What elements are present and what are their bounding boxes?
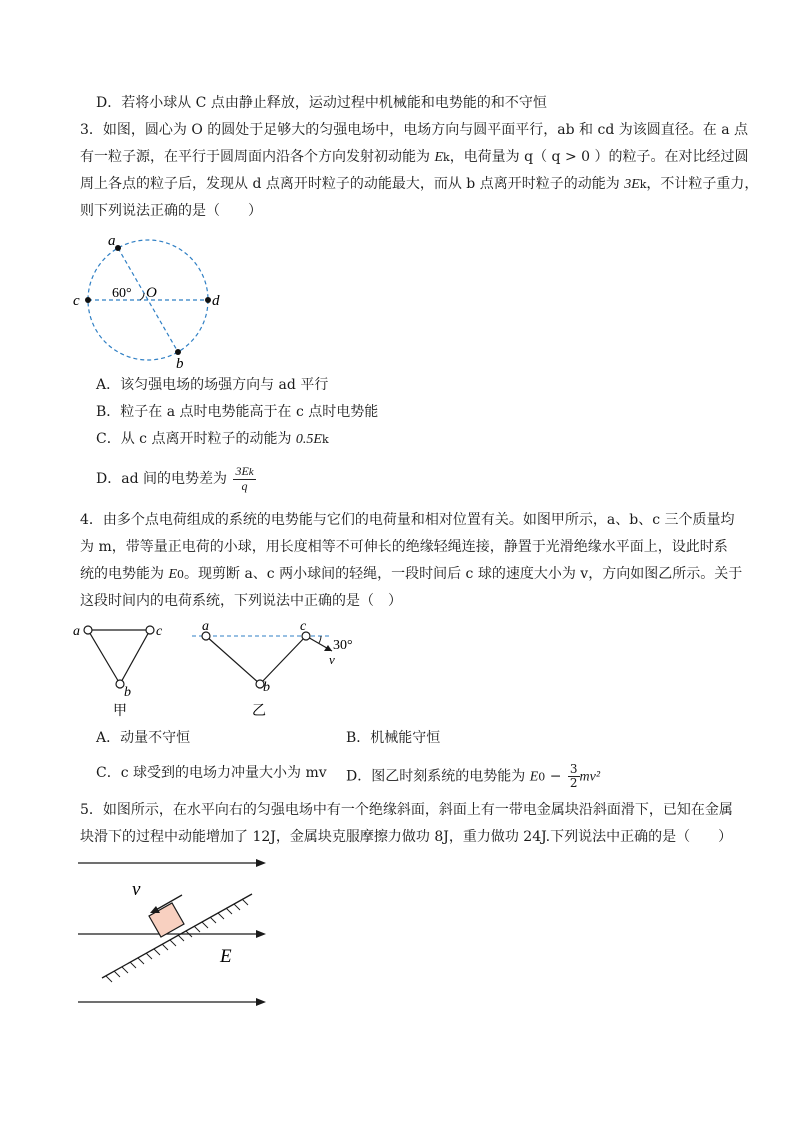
q3-option-d-fraction: $\frac{3Ek}{q}$ [235,464,254,493]
q3-angle-arc [140,293,144,300]
q3-circle-figure [70,232,230,372]
svg-text:c: c [156,624,163,639]
svg-text:30°: 30° [333,638,353,653]
q3-label-d: d [212,293,220,309]
q2-option-d: D．若将小球从 C 点由静止释放，运动过程中机械能和电势能的和不守恒 [96,95,547,111]
q5-label-v: v [132,879,141,900]
q3-option-a: A．该匀强电场的场强方向与 ad 平行 [96,377,329,393]
q3-option-c: C．从 c 点离开时粒子的动能为 0.5Ek [96,431,329,447]
q3-point-d [205,297,211,303]
q3-point-c [85,297,91,303]
q4-figure-yi [188,616,368,721]
q4-jia-ball-b [116,680,124,688]
q4-jia-ball-a [84,626,92,634]
q4-option-d-fraction: $\frac{3}{2}$ [569,762,578,790]
q3-option-b: B．粒子在 a 点时电势能高于在 c 点时电势能 [96,404,379,420]
svg-text:a: a [73,624,80,639]
q4-jia-ball-c [146,626,154,634]
q3-label-c: c [73,293,80,309]
q5-stem-line2: 块滑下的过程中动能增加了 12J，金属块克服摩擦力做功 8J，重力做功 24J.下列说法中正确的是（ ） [80,829,733,845]
q4-caption-yi: 乙 [252,704,266,719]
q3-label-O: O [146,285,157,301]
q5-label-E: E [220,946,232,967]
q4-stem-line1: 4．由多个点电荷组成的系统的电势能与它们的电荷量和相对位置有关。如图甲所示，a、b、c 三个质量均 [80,512,735,528]
q3-point-a [115,245,121,251]
q3-option-d: D．ad 间的电势差为 $\frac{3Ek}{q}$ [96,464,254,493]
q3-stem-line3: 周上各点的粒子后，发现从 d 点离开时粒子的动能最大，而从 b 点离开时粒子的动能为 3Ek，不计粒子重力， [80,176,759,192]
q4-option-c: C．c 球受到的电场力冲量大小为 mv [96,765,327,781]
q3-angle-label: 60° [112,286,132,301]
q3-stem-line1: 3．如图，圆心为 O 的圆处于足够大的匀强电场中，电场方向与圆平面平行，ab 和 cd 为该圆直径。在 a 点 [80,122,748,138]
svg-text:c: c [300,619,307,634]
q3-label-a: a [108,233,116,249]
q3-label-b: b [176,356,184,372]
q4-stem-line4: 这段时间内的电荷系统，下列说法中正确的是（ ） [80,593,402,609]
q5-incline-figure [70,850,280,1015]
q4-stem-line2: 为 m，带等量正电荷的小球，用长度相等不可伸长的绝缘轻绳连接，静置于光滑绝缘水平面上，设此时系 [80,539,728,555]
q3-point-b [175,349,181,355]
svg-text:b: b [124,685,131,700]
svg-text:a: a [202,619,209,634]
q4-figure-jia [70,616,170,721]
q3-stem-line4: 则下列说法正确的是（ ） [80,203,262,219]
q4-option-b: B．机械能守恒 [346,730,441,746]
svg-text:v: v [329,652,335,667]
q4-stem-line3: 统的电势能为 E0。现剪断 a、c 两小球间的轻绳，一段时间后 c 球的速度大小为 v，方向如图乙所示。关于 [80,566,743,582]
q4-option-d: D．图乙时刻系统的电势能为 E0 − $\frac{3}{2}$ mv² [346,762,601,790]
q4-option-a: A．动量不守恒 [96,730,191,746]
q5-stem-line1: 5．如图所示，在水平向右的匀强电场中有一个绝缘斜面，斜面上有一带电金属块沿斜面滑下，已知在金属 [80,802,733,818]
q3-stem-line2: 有一粒子源，在平行于圆周面内沿各个方向发射初动能为 Ek，电荷量为 q（ q > 0 ）的粒子。在对比经过圆 [80,149,749,165]
q4-caption-jia: 甲 [113,704,127,719]
svg-text:b: b [263,680,270,695]
